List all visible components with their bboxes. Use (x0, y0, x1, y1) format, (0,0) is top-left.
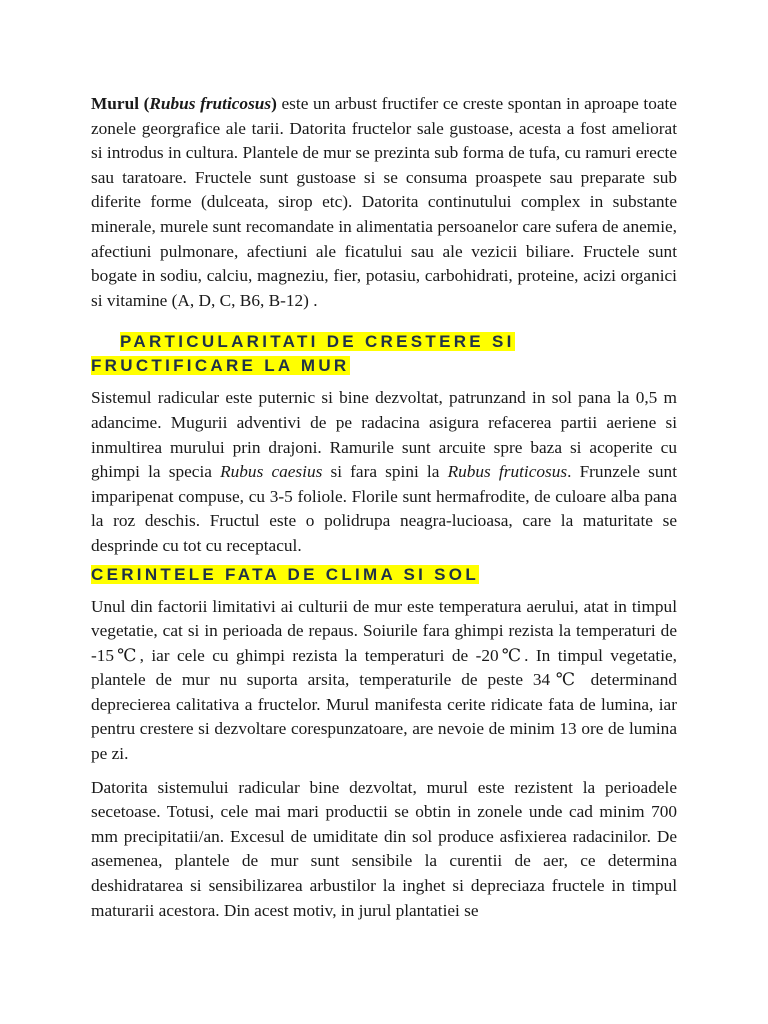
section2-heading (91, 563, 677, 587)
document-page (91, 92, 677, 923)
section2-heading-text: CERINTELE FATA DE CLIMA SI SOL (91, 564, 479, 584)
section1-text-a: Sistemul radicular este puternic si bine dezvoltat, patrunzand in sol pana la 0,5 m adancime. Mugurii adventivi de pe radacina asigura refacerea partii aeriene si inmultirea murului prin drajoni. Ramurile sunt arcuite spre baza si acoperite cu ghimpi la specia (91, 388, 677, 482)
species-rubus-fruticosus: Rubus fruticosus (447, 462, 568, 482)
section2-paragraph-2: Datorita sistemului radicular bine dezvoltat, murul este rezistent la perioadele secetoase. Totusi, cele mai mari productii se obtin in zonele unde cad minim 700 mm precipitatii/an. Excesul de umiditate din sol produce asfixierea radacinilor. De asemenea, plantele de mur sunt sensibile la curentii de aer, ce determina deshidratarea si sensibilizarea arbustilor la inghet si depreciaza fructele in timpul maturarii acestora. Din acest motiv, in jurul plantatiei se (91, 777, 677, 920)
section2-paragraph-1: Unul din factorii limitativi ai culturii de mur este temperatura aerului, atat in timpul vegetatie, cat si in perioada de repaus. Soiurile fara ghimpi rezista la temperaturi de -15℃, iar cele cu ghimpi rezista la temperaturi de -20℃. In timpul vegetatie, plantele de mur nu suporta arsita, temperaturile de peste 34℃ determinand deprecierea calitativa a fructelor. Murul manifesta cerite ridicate fata de lumina, iar pentru crestere si dezvoltare corespunzatoare, are nevoie de minim 13 ore de lumina pe zi. (91, 596, 677, 764)
section1-heading-line1: PARTICULARITATI DE CRESTERE SI (120, 332, 515, 352)
section1-heading (91, 330, 677, 378)
section1-heading-line2: FRUCTIFICARE LA MUR (91, 356, 350, 376)
intro-text: este un arbust fructifer ce creste spontan in aproape toate zonele georgrafice ale tarii. Datorita fructelor sale gustoase, acesta a fost ameliorat si introdus in cultura. Plantele de mur se prezinta sub forma de tufa, cu ramuri erecte sau taratoare. Fructele sunt gustoase si se consuma proaspete sau preparate sub diferite forme (dulceata, sirop etc). Datorita continutului complex in substante minerale, murele sunt recomandate in alimentatia persoanelor care sufera de anemie, afectiuni pulmonare, afectiuni ale ficatului sau ale vezicii biliare. Fructele sunt bogate in sodiu, calciu, magneziu, fier, potasiu, carbohidrati, proteine, acizi organici si vitamine (A, D, C, B6, B-12) . (91, 94, 677, 310)
section1-text-c: . Frunzele sunt imparipenat compuse, cu 3-5 foliole. Florile sunt hermafrodite, de culoare alba pana la roz deschis. Fructul este o polidrupa neagra-lucioasa, care la maturitate se desprinde cu tot cu receptacul. (91, 462, 677, 555)
section1-text-b: si fara spini la (322, 462, 448, 482)
intro-latin-name: Rubus fruticosus (149, 94, 272, 113)
intro-term: Murul ( (91, 94, 150, 113)
intro-paragraph (91, 92, 677, 313)
intro-term-close: ) (271, 94, 277, 113)
section1-paragraph (91, 386, 677, 558)
species-rubus-caesius: Rubus caesius (220, 462, 323, 482)
